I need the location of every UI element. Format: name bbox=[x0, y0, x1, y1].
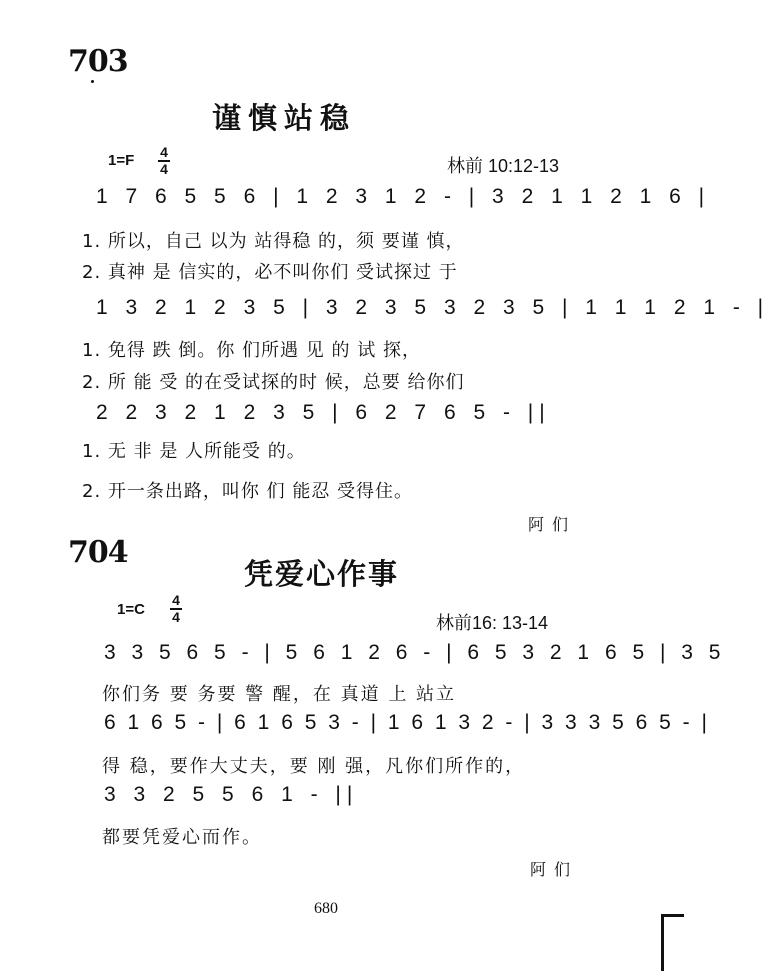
hymn-number: 703 bbox=[68, 44, 128, 79]
scripture-reference: 林前 10:12-13 bbox=[447, 156, 560, 176]
score-line: 2 2 3 2 1 2 3 5 | 6 2 7 6 5 - || bbox=[96, 401, 551, 424]
page-edge-mark bbox=[661, 914, 684, 971]
time-signature-bottom: 4 bbox=[172, 608, 180, 625]
hymn-title: 凭爱心作事 bbox=[244, 557, 400, 591]
score-line: 3 3 5 6 5 - | 5 6 1 2 6 - | 6 5 3 2 1 6 5 | 3 5 bbox=[104, 641, 726, 664]
score-line: 1 3 2 1 2 3 5 | 3 2 3 5 3 2 3 5 | 1 1 1 2 1 - | bbox=[96, 296, 769, 319]
score-line: 3 3 2 5 5 6 1 - || bbox=[104, 783, 359, 806]
amen: 阿们 bbox=[528, 515, 577, 534]
lyric-line: 都要凭爱心而作。 bbox=[102, 827, 262, 848]
lyric-line: 2. 所 能 受 的在受试探的时 候，总要 给你们 bbox=[82, 372, 465, 393]
score-line: 1 7 6 5 5 6 | 1 2 3 1 2 - | 3 2 1 1 2 1 6 | bbox=[96, 185, 711, 208]
hymn-title: 谨慎站稳 bbox=[212, 101, 357, 135]
amen: 阿们 bbox=[530, 860, 579, 879]
time-signature bbox=[170, 594, 182, 624]
lyric-line: 1. 免得 跌 倒。你 们所遇 见 的 试 探， bbox=[82, 340, 421, 361]
lyric-line: 1. 所以，自己 以为 站得稳 的，须 要谨 慎， bbox=[82, 231, 465, 252]
lyric-line: 得 稳，要作大丈夫，要 刚 强，凡你们所作的， bbox=[102, 756, 526, 777]
lyric-line: 2. 开一条出路，叫你 们 能忍 受得住。 bbox=[82, 481, 414, 502]
lyric-line: 你们务 要 务要 警 醒，在 真道 上 站立 bbox=[102, 684, 457, 705]
time-signature-bottom: 4 bbox=[160, 160, 168, 177]
time-signature-top: 4 bbox=[160, 144, 168, 160]
decoration-dot bbox=[91, 80, 94, 83]
lyric-line: 1. 无 非 是 人所能受 的。 bbox=[82, 441, 306, 462]
key-signature: 1=C bbox=[117, 601, 145, 618]
lyric-line: 2. 真神 是 信实的，必不叫你们 受试探过 于 bbox=[82, 262, 458, 283]
scripture-reference: 林前16: 13-14 bbox=[436, 613, 549, 633]
time-signature bbox=[158, 146, 170, 176]
key-signature: 1=F bbox=[108, 152, 135, 169]
hymn-number: 704 bbox=[68, 535, 128, 570]
score-line: 6 1 6 5 - | 6 1 6 5 3 - | 1 6 1 3 2 - | 3 3 3 5 6 5 - | bbox=[104, 711, 710, 734]
time-signature-top: 4 bbox=[172, 592, 180, 608]
page-number: 680 bbox=[314, 900, 338, 917]
